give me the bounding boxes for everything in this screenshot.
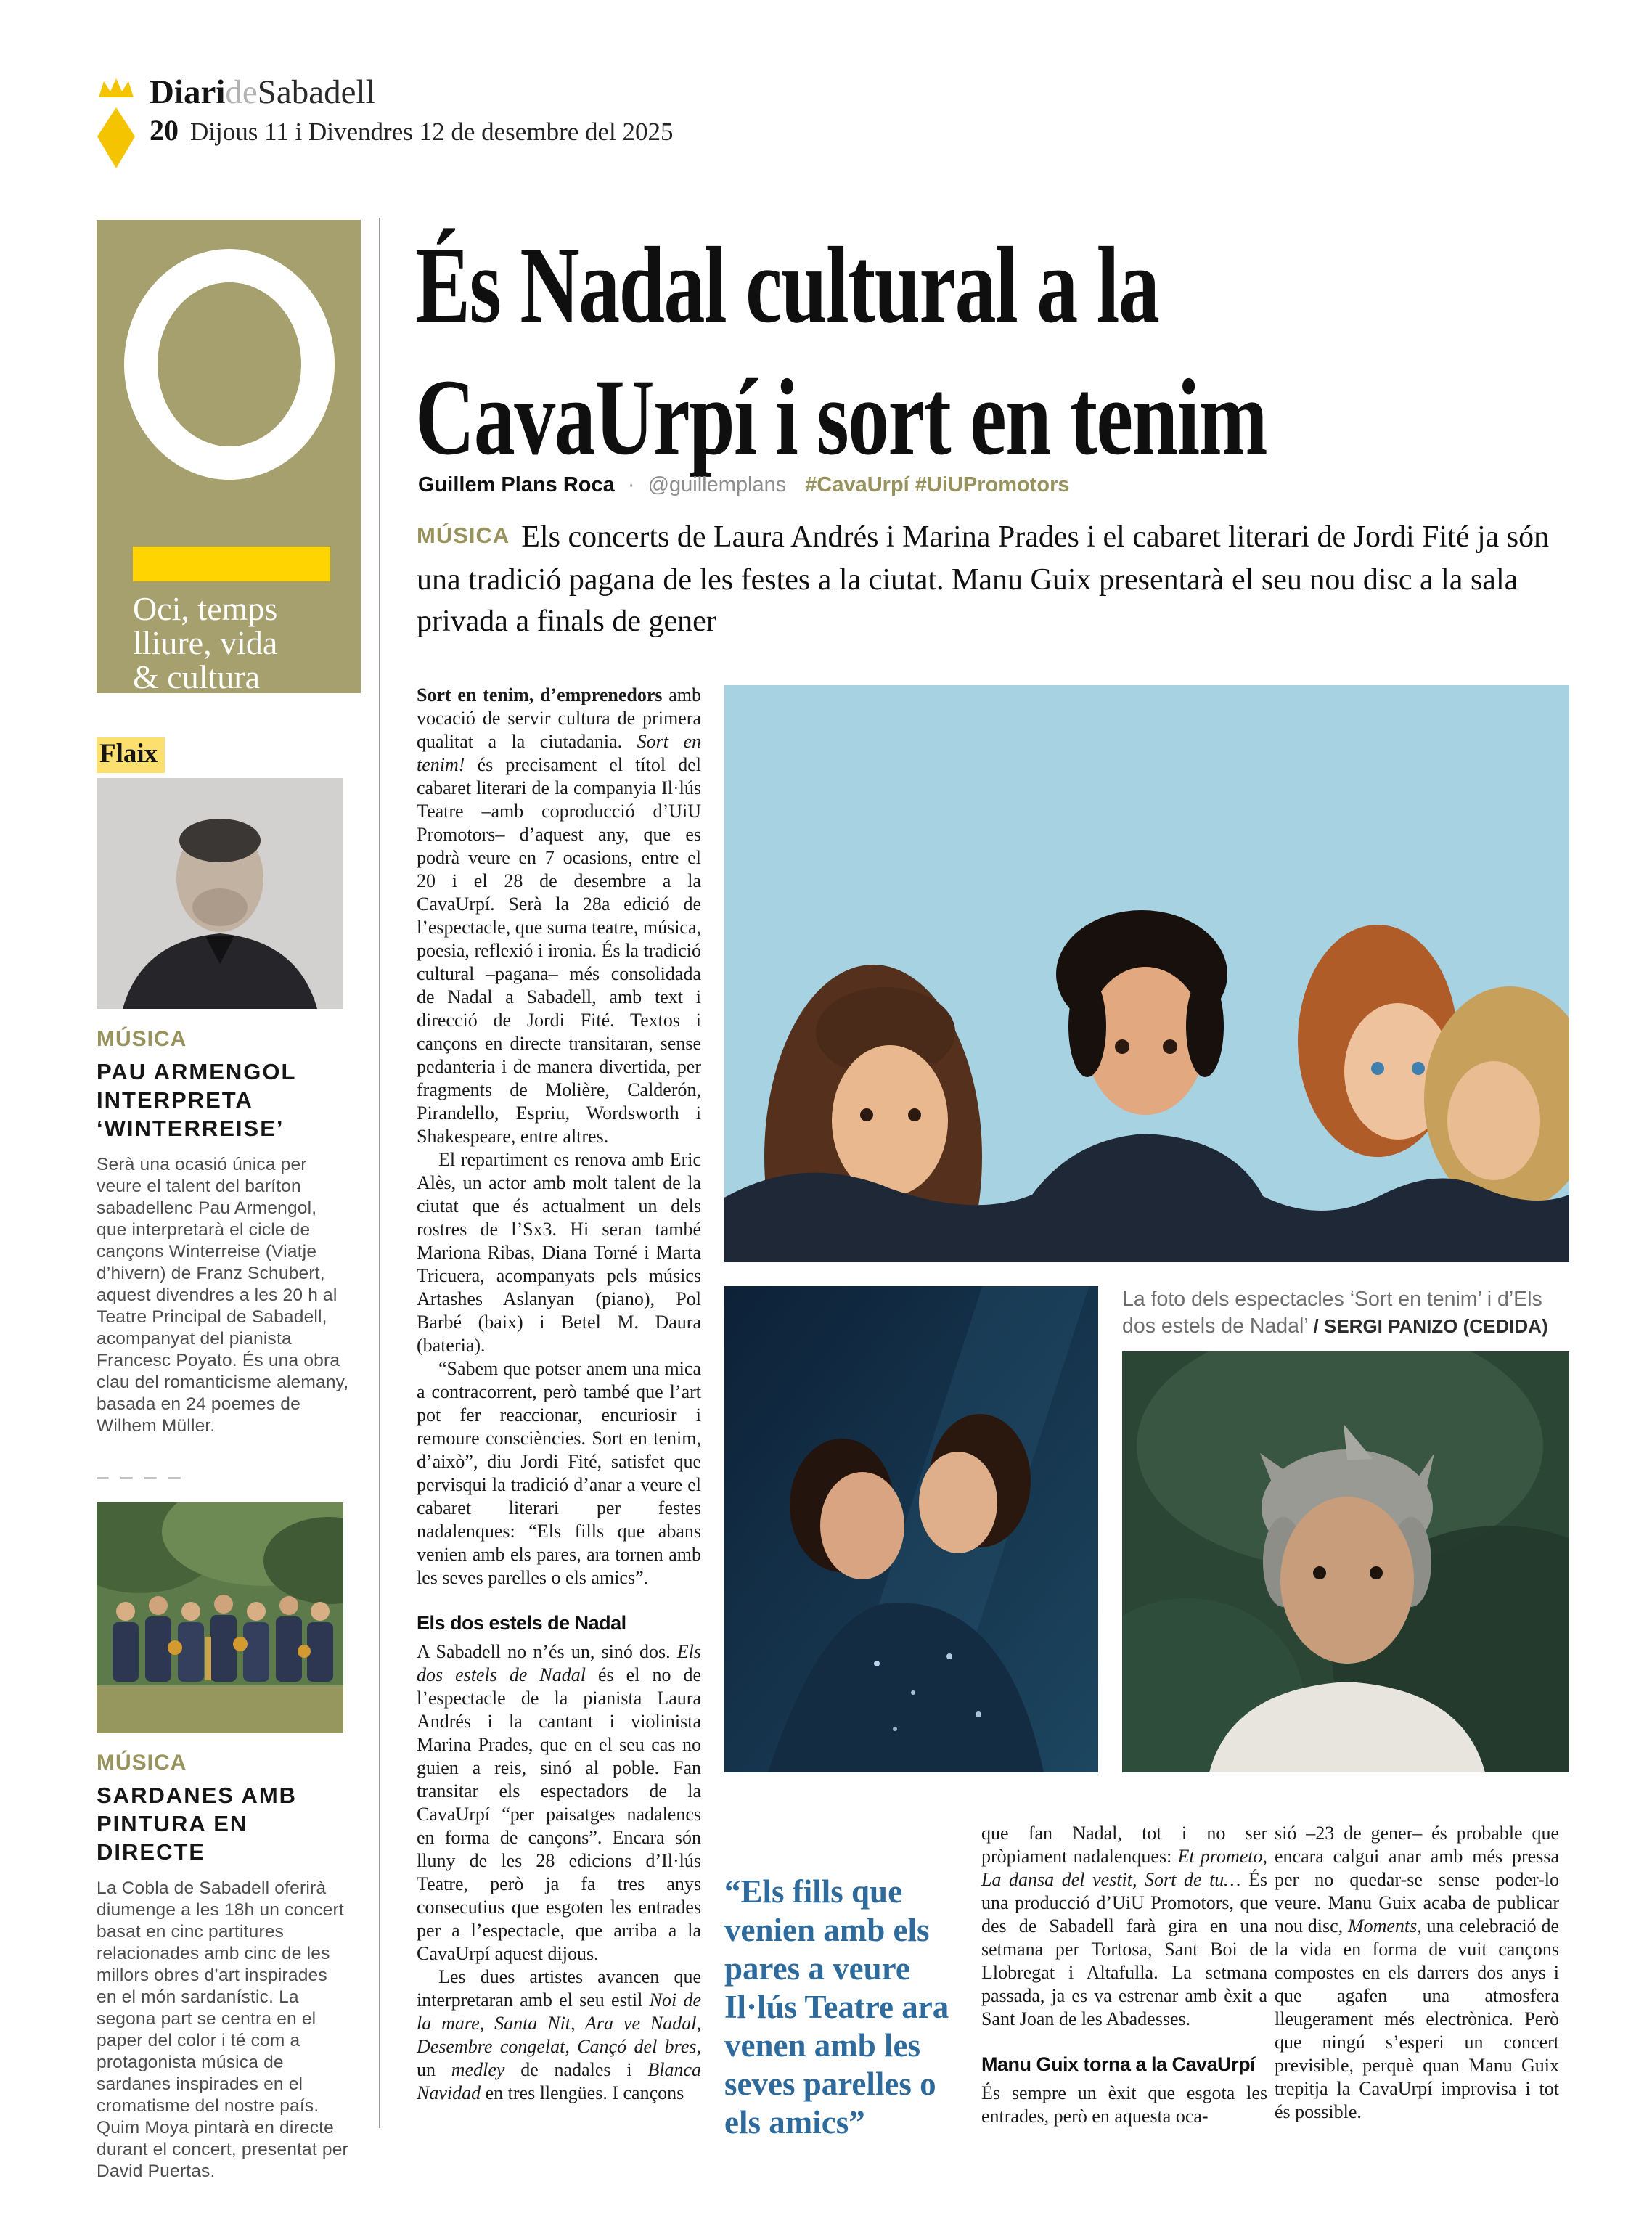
headline-line: CavaUrpí i sort en tenim xyxy=(415,357,1267,478)
photo-manu-guix xyxy=(1122,1351,1569,1772)
masthead xyxy=(150,73,375,112)
sidebar-article-winterreise xyxy=(97,1027,351,1437)
yellow-accent-bar xyxy=(133,547,330,581)
body-column-3 xyxy=(981,1822,1267,2128)
main-headline xyxy=(415,219,1267,483)
sidebar-article-body: Serà una ocasió única per veure el talent del baríton sabadellenc Pau Armengol, que interpretarà el cicle de cançons Winterreise (Viatje d’hivern) de Franz Schubert, aquest divendres a les 20 h al Teatre Principal de Sabadell, acompanyat del pianista Francesc Poyato. És una obra clau del romanticisme alemany, basada en 24 poemes de Wilhem Müller. xyxy=(97,1155,349,1436)
headline-line: És Nadal cultural a la xyxy=(415,225,1159,345)
photo-els-dos-estels xyxy=(724,1286,1098,1772)
sidebar-article-title: SARDANES AMB PINTURA EN DIRECTE xyxy=(97,1783,298,1865)
lede-text: Els concerts de Laura Andrés i Marina Prades i el cabaret literari de Jordi Fité ja són una tradició pagana de les festes a la ciutat. Manu Guix presentarà el seu nou disc a la sala privada a finals de gener xyxy=(417,520,1550,638)
byline xyxy=(418,473,1069,497)
sidebar-article-sardanes xyxy=(97,1751,351,2183)
edition-date: Dijous 11 i Divendres 12 de desembre del 2025 xyxy=(190,118,674,146)
section-label-line: lliure, vida xyxy=(133,624,278,661)
byline-author: Guillem Plans Roca xyxy=(418,473,615,496)
section-label xyxy=(133,592,277,694)
caption-text: La foto dels espectacles ‘Sort en tenim’ i d’Els dos estels de Nadal’ xyxy=(1122,1288,1542,1338)
photo-caption xyxy=(1122,1286,1571,1340)
photo-sort-en-tenim-cast xyxy=(724,685,1569,1262)
body-paragraph: Les dues artistes avancen que interpretaran amb el seu estil Noi de la mare, Santa Nit, Ara ve Nadal, Desembre congelat, Cançó del bres, un medley de nadales i Blanca Navidad en tres llengües. I cançons xyxy=(417,1966,701,2103)
body-paragraph: sió –23 de gener– és probable que encara calgui anar amb més pressa per no quedar-se sense poder-lo veure. Manu Guix acaba de publicar nou disc, Moments, una celebració de la vida en forma de vuit cançons compostes en els darrers dos anys i que agafen una atmosfera lleugerament més electrònica. Però que ningú s’esperi un concert previsible, perquè quan Manu Guix trepitja la CavaUrpí improvisa i tot és possible. xyxy=(1275,1823,1560,2122)
body-paragraph: que fan Nadal, tot i no ser pròpiament nadalenques: Et prometo, La dansa del vestit, Sort de tu… És una producció d’UiU Promotors, que des de Sabadell farà gira en una setmana per Tortosa, Sant Boi de Llobregat i Altafulla. La setmana passada, ja es va estrenar amb èxit a Sant Joan de les Abadesses. xyxy=(981,1823,1268,2029)
section-label-line: & cultura xyxy=(133,658,260,695)
body-paragraph: Sort en tenim, d’emprenedors amb vocació de servir cultura de primera qualitat a la ciutadania. Sort en tenim! és precisament el títol del cabaret literari de la companyia Il·lús Teatre –amb coproducció d’UiU Promotors– d’aquest any, que es podrà veure en 7 ocasions, entre el 20 i el 28 de desembre a la CavaUrpí. Serà la 28a edició de l’espectacle, que suma teatre, música, poesia, reflexió i ironia. És la tradició cultural –pagana– més consolidada de Nadal a Sabadell, amb text i direcció de Jordi Fité. Textos i cançons en directe transitaran, sense pedanteria i de manera divertida, per fragments de Molière, Calderón, Pirandello, Espriu, Wordsworth i Shakespeare, entre altres. xyxy=(417,684,702,1147)
sidebar-article-title: PAU ARMENGOL INTERPRETA ‘WINTERREISE’ xyxy=(97,1059,296,1141)
body-paragraph: “Sabem que potser anem una mica a contracorrent, però també que l’art pot fer reaccionar, encuriosir i remoure consciències. Sort en tenim, d’això”, diu Jordi Fité, satisfet que pervisqui la tradició d’anar a veure el cabaret literari per festes nadalenques: “Els fills que abans venien amb els pares, ara tornen amb les seves parelles o els amics”. xyxy=(417,1358,701,1588)
sidebar-divider-dashes: – – – – xyxy=(97,1465,184,1489)
masthead-sabadell: Sabadell xyxy=(257,73,375,111)
kicker-musica: MÚSICA xyxy=(417,523,510,548)
body-paragraph: És sempre un èxit que esgota les entrades, però en aquesta oca- xyxy=(981,2082,1267,2127)
body-column-4 xyxy=(1275,1822,1559,2124)
body-subhead: Manu Guix torna a la CavaUrpí xyxy=(981,2053,1256,2075)
masthead-de: de xyxy=(225,73,258,111)
section-badge-oci xyxy=(97,220,361,693)
lede xyxy=(417,517,1572,642)
section-letter-o-icon xyxy=(124,249,335,480)
body-column-1 xyxy=(417,684,701,2105)
page-number: 20 xyxy=(150,114,179,147)
column-divider-rule xyxy=(379,218,380,2128)
byline-hashtags: #CavaUrpí #UiUPromotors xyxy=(805,473,1070,496)
body-paragraph: A Sabadell no n’és un, sinó dos. Els dos estels de Nadal és el no de l’espectacle de la pianista Laura Andrés i la cantant i violinista Marina Prades, que en el seu cas no guien a reis, sinó al poble. Fan transitar els espectadors de la CavaUrpí “per paisatges nadalencs en forma de cançons”. Encara són lluny de les 28 edicions d’Il·lús Teatre, però ja fa tres anys consecutius que esgoten les entrades per a l’espectacle, que arriba a la CavaUrpí aquest dijous. xyxy=(417,1641,701,1964)
byline-separator: · xyxy=(627,473,635,496)
masthead-diari: Diari xyxy=(150,73,226,111)
flaix-label: Flaix xyxy=(97,737,165,773)
kicker-musica: MÚSICA xyxy=(97,1751,187,1775)
photo-cobla-sabadell xyxy=(97,1502,343,1733)
section-label-line: Oci, temps xyxy=(133,590,278,627)
byline-handle: @guillemplans xyxy=(647,473,787,496)
caption-credit: / SERGI PANIZO (CEDIDA) xyxy=(1313,1315,1548,1337)
kicker-musica: MÚSICA xyxy=(97,1027,187,1051)
pull-quote: “Els fills que venien amb els pares a veure Il·lús Teatre ara venen amb les seves parelles o els amics” xyxy=(724,1873,949,2140)
folio-line xyxy=(150,113,674,147)
diari-sabadell-crown-diamond-logo xyxy=(96,75,136,171)
body-subhead: Els dos estels de Nadal xyxy=(417,1612,626,1634)
sidebar-article-body: La Cobla de Sabadell oferirà diumenge a les 18h un concert basat en cinc partitures relacionades amb cinc de les millors obres d’art inspirades en el món sardanístic. La segona part se centra en el paper del color i té com a protagonista música de sardanes inspirades en el cromatisme del nostre país. Quim Moya pintarà en directe durant el concert, presentat per David Puertas. xyxy=(97,1878,348,2181)
body-paragraph: El repartiment es renova amb Eric Alès, un actor amb molt talent de la ciutat que és actualment un dels rostres de l’Sx3. Hi seran també Mariona Ribas, Diana Torné i Marta Tricuera, acompanyats pels músics Artashes Aslanyan (piano), Pol Barbé (baix) i Betel M. Daura (bateria). xyxy=(417,1149,701,1356)
photo-pau-armengol xyxy=(97,778,343,1009)
